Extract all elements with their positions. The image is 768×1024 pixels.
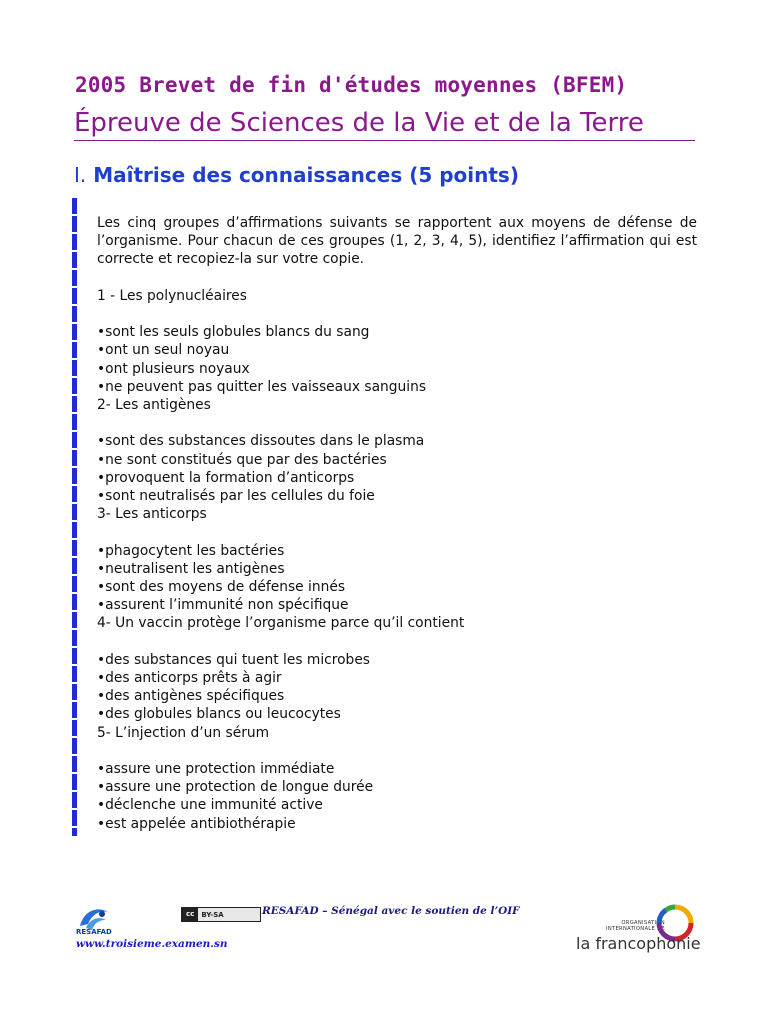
group-heading: 4- Un vaccin protège l’organisme parce qu’il contient: [97, 615, 465, 632]
oif-name: la francophonie: [576, 934, 701, 953]
cc-icon: cc: [182, 908, 198, 921]
answer-option: •déclenche une immunité active: [97, 797, 323, 814]
answer-option: •ont un seul noyau: [97, 342, 230, 359]
oif-org-line: ORGANISATION: [621, 920, 665, 926]
group-heading: 3- Les anticorps: [97, 506, 207, 523]
answer-option: •provoquent la formation d’anticorps: [97, 469, 355, 486]
exam-title: 2005 Brevet de fin d'études moyennes (BFEM): [75, 73, 628, 97]
instructions: Les cinq groupes d’affirmations suivants se rapportent aux moyens de défense de l’organisme. Pour chacun de ces groupes (1, 2, 3, 4, 5), identifiez l’affirmation qui est correcte et recopiez-la sur votre copie.: [97, 215, 697, 268]
website-link[interactable]: www.troisieme.examen.sn: [76, 938, 228, 950]
answer-option: •sont des moyens de défense innés: [97, 579, 346, 595]
cc-license-badge[interactable]: [181, 907, 261, 922]
answer-option: •ne peuvent pas quitter les vaisseaux sanguins: [97, 378, 427, 395]
group-heading: 5- L’injection d’un sérum: [97, 724, 270, 741]
answer-option: •phagocytent les bactéries: [97, 542, 285, 559]
footer-credit: RESAFAD – Sénégal avec le soutien de l’OIF: [262, 905, 520, 917]
answer-option: •assure une protection de longue durée: [97, 779, 374, 796]
answer-option: •est appelée antibiothérapie: [97, 815, 296, 832]
question-content: [97, 214, 697, 833]
resafad-label: RESAFAD: [76, 928, 112, 936]
header-divider: [74, 140, 695, 141]
section-number: I.: [74, 163, 87, 187]
answer-option: •des anticorps prêts à agir: [97, 670, 282, 686]
license-type: BY-SA: [201, 910, 224, 919]
answer-option: •des globules blancs ou leucocytes: [97, 706, 341, 723]
answer-option: •sont neutralisés par les cellules du foie: [97, 488, 375, 504]
section-title: Maîtrise des connaissances (5 points): [93, 163, 519, 187]
section-heading: [74, 163, 519, 187]
answer-option: •assurent l’immunité non spécifique: [97, 597, 349, 614]
answer-option: •sont des substances dissoutes dans le plasma: [97, 433, 425, 450]
group-heading: 2- Les antigènes: [97, 397, 211, 413]
group-heading: 1 - Les polynucléaires: [97, 287, 247, 304]
answer-option: •neutralisent les antigènes: [97, 560, 285, 577]
section-left-bar: [72, 198, 77, 836]
answer-option: •sont les seuls globules blancs du sang: [97, 324, 370, 341]
answer-option: •ne sont constitués que par des bactéries: [97, 451, 387, 468]
answer-option: •ont plusieurs noyaux: [97, 360, 250, 377]
oif-org-line: INTERNATIONALE DE: [606, 926, 665, 932]
answer-option: •des substances qui tuent les microbes: [97, 651, 370, 668]
answer-option: •assure une protection immédiate: [97, 761, 335, 777]
subject-title: Épreuve de Sciences de la Vie et de la Terre: [74, 108, 644, 138]
answer-option: •des antigènes spécifiques: [97, 688, 285, 705]
